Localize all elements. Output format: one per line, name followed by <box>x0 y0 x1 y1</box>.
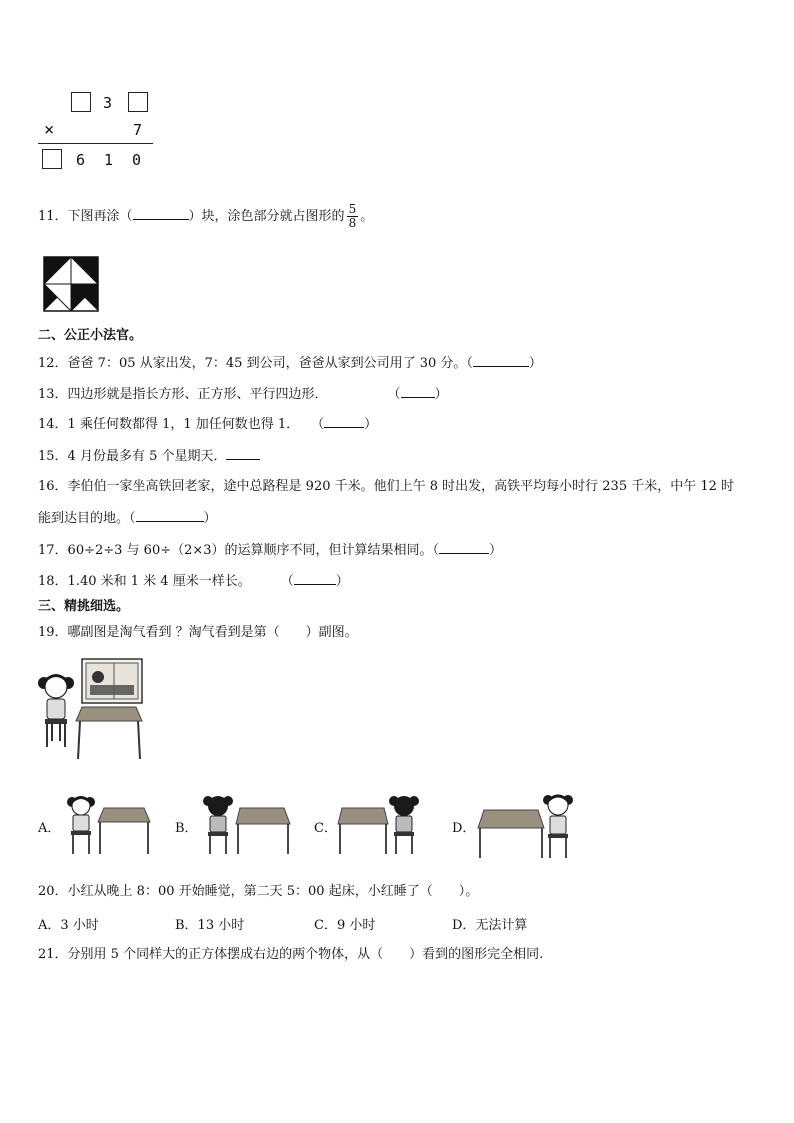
blank-box[interactable] <box>128 92 148 112</box>
answer-blank[interactable] <box>324 415 364 428</box>
result-digit: 6 <box>76 151 86 169</box>
question-18: 18．1.40 米和 1 米 4 厘米一样长。 （ ） <box>38 574 349 589</box>
result-digit: 0 <box>132 151 142 169</box>
choice-a[interactable]: A．3 小时 <box>38 918 99 933</box>
fraction-numerator: 5 <box>348 202 357 216</box>
choice-c[interactable]: C．9 小时 <box>314 918 376 933</box>
product-line <box>38 143 153 144</box>
option-b-picture[interactable] <box>200 792 292 858</box>
answer-blank[interactable] <box>294 572 336 585</box>
question-17: 17．60÷2÷3 与 60÷（2×3）的运算顺序不同，但计算结果相同。（ ） <box>38 543 503 558</box>
scene-girl-table-window <box>38 655 148 765</box>
option-b-label[interactable]: B． <box>175 821 198 836</box>
answer-blank[interactable] <box>136 509 204 522</box>
question-16-line1: 16．李伯伯一家坐高铁回老家，途中总路程是 920 千米。他们上午 8 时出发，高铁平均每小时行 235 千米，中午 12 时 <box>38 479 735 494</box>
blank-box[interactable] <box>42 149 62 169</box>
multiplier: 7 <box>133 121 143 139</box>
question-21: 21．分别用 5 个同样大的正方体摆成右边的两个物体，从（ ）看到的图形完全相同. <box>38 947 544 962</box>
answer-blank[interactable] <box>473 354 529 367</box>
choice-d[interactable]: D．无法计算 <box>452 918 528 933</box>
option-a-picture[interactable] <box>64 792 152 858</box>
fraction <box>347 203 359 230</box>
choice-b[interactable]: B．13 小时 <box>175 918 245 933</box>
option-d-label[interactable]: D． <box>452 821 476 836</box>
question-14: 14．1 乘任何数都得 1，1 加任何数也得 1． （ ） <box>38 417 378 432</box>
question-19: 19．哪副图是淘气看到 ？淘气看到是第（ ）副图。 <box>38 625 358 640</box>
blank-box[interactable] <box>71 92 91 112</box>
answer-blank[interactable] <box>226 447 260 460</box>
result-digit: 1 <box>104 151 114 169</box>
answer-blank[interactable] <box>133 207 189 220</box>
section-title: 三、精挑细选。 <box>38 599 130 614</box>
question-20: 20．小红从晚上 8：00 开始睡觉，第二天 5：00 起床，小红睡了（ ）。 <box>38 884 479 899</box>
option-a-label[interactable]: A． <box>38 821 61 836</box>
question-16-line2: 能到达目的地。（ ） <box>38 511 217 526</box>
question-13: 13．四边形就是指长方形、正方形、平行四边形． （ ） <box>38 387 448 402</box>
section-title: 二、公正小法官。 <box>38 328 143 343</box>
answer-blank[interactable] <box>439 541 489 554</box>
option-c-picture[interactable] <box>336 792 426 858</box>
times-sign: × <box>44 120 55 140</box>
shaded-square-figure <box>43 256 99 312</box>
question-15: 15．4 月份最多有 5 个星期天． <box>38 447 260 466</box>
question-12: 12．爸爸 7：05 从家出发，7：45 到公司，爸爸从家到公司用了 30 分。（ ） <box>38 356 542 371</box>
answer-blank[interactable] <box>401 385 435 398</box>
question-11: 11．下图再涂（ ）块，涂色部分就占图形的 $\frac{5}{8}$ 。 <box>38 202 374 230</box>
option-d-picture[interactable] <box>476 790 580 862</box>
fraction-denominator: 8 <box>348 216 357 230</box>
digit: 3 <box>103 94 113 112</box>
option-c-label[interactable]: C． <box>314 821 337 836</box>
